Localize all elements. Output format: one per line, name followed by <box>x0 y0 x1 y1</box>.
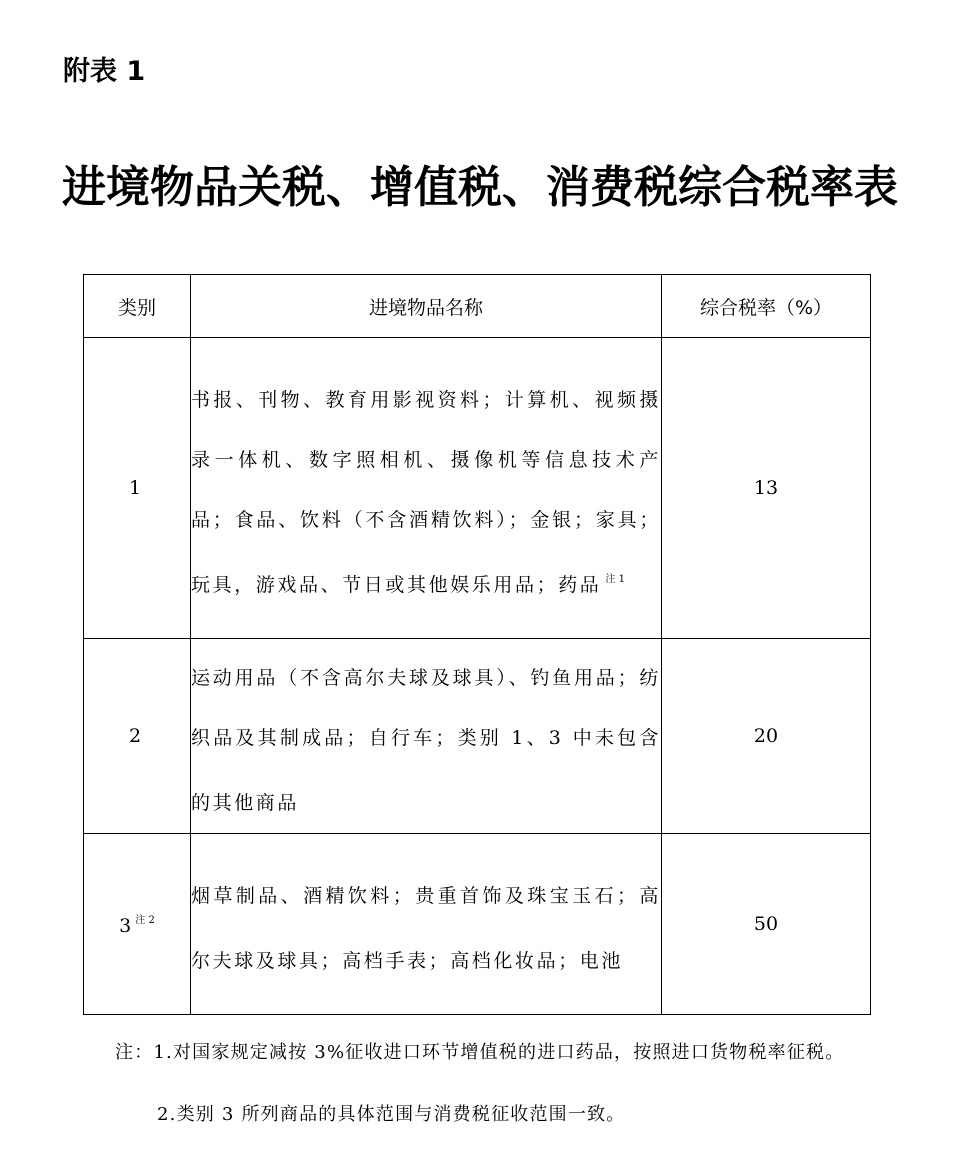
items-text: 书报、刊物、教育用影视资料；计算机、视频摄录一体机、数字照相机、摄像机等信息技术产品；食品、饮料（不含酒精饮料）；金银；家具；玩具，游戏品、节日或其他娱乐用品；药品 <box>191 389 661 596</box>
table-row <box>84 639 871 834</box>
category-note: 注 2 <box>135 915 155 926</box>
category-cell <box>84 639 191 834</box>
items-cell <box>191 639 662 834</box>
category-cell <box>84 338 191 639</box>
header-category: 类别 <box>84 275 191 338</box>
rate-cell: 20 <box>662 639 871 834</box>
category-value: 1 <box>128 477 142 499</box>
header-rate: 综合税率（%） <box>662 275 871 338</box>
rate-cell: 50 <box>662 834 871 1015</box>
table-row <box>84 834 871 1015</box>
attachment-label: 附表 1 <box>63 56 146 87</box>
footnotes <box>115 1022 844 1146</box>
items-cell <box>191 834 662 1015</box>
category-value: 2 <box>128 725 142 747</box>
items-cell <box>191 338 662 639</box>
table-row <box>84 338 871 639</box>
footnote-1: 注：1.对国家规定减按 3%征收进口环节增值税的进口药品，按照进口货物税率征税。 <box>115 1042 845 1063</box>
table-header-row <box>84 275 871 338</box>
page-title: 进境物品关税、增值税、消费税综合税率表 <box>62 162 898 213</box>
category-cell <box>84 834 191 1015</box>
header-item-name: 进境物品名称 <box>191 275 662 338</box>
items-text: 烟草制品、酒精饮料；贵重首饰及珠宝玉石；高尔夫球及球具；高档手表；高档化妆品；电池 <box>191 885 661 972</box>
items-text: 运动用品（不含高尔夫球及球具）、钓鱼用品；纺织品及其制成品；自行车；类别 1、3 中未包含的其他商品 <box>191 667 661 814</box>
category-value: 3 <box>119 915 132 937</box>
items-note: 注 1 <box>605 574 625 585</box>
footnote-2: 2.类别 3 所列商品的具体范围与消费税征收范围一致。 <box>157 1104 626 1125</box>
tax-rate-table <box>83 274 871 1015</box>
rate-cell: 13 <box>662 338 871 639</box>
